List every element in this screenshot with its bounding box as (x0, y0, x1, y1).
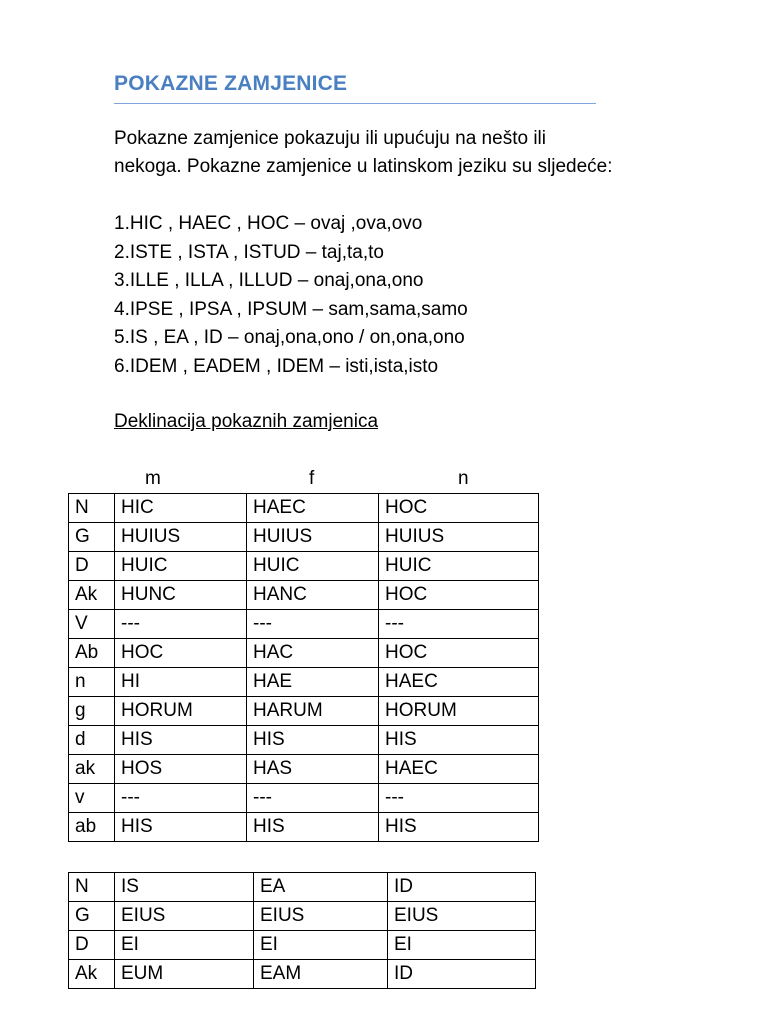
case-label-cell: Ab (69, 639, 115, 668)
case-label-cell: G (69, 902, 115, 931)
case-label-cell: Ak (69, 960, 115, 989)
table-row (69, 639, 539, 668)
form-cell: ID (388, 873, 536, 902)
gender-header-f: f (309, 468, 315, 489)
form-cell: HAEC (379, 755, 539, 784)
form-cell: HUIUS (115, 523, 247, 552)
form-cell: HIS (115, 813, 247, 842)
form-cell: HAEC (379, 668, 539, 697)
table-row (69, 813, 539, 842)
table-row (69, 873, 536, 902)
case-label-cell: N (69, 873, 115, 902)
form-cell: EUM (115, 960, 254, 989)
case-label-cell: G (69, 523, 115, 552)
form-cell: HUIC (247, 552, 379, 581)
declension-table-is (68, 872, 536, 989)
form-cell: ID (388, 960, 536, 989)
list-item: 3.ILLE , ILLA , ILLUD – onaj,ona,ono (114, 270, 424, 292)
list-item: 4.IPSE , IPSA , IPSUM – sam,sama,samo (114, 298, 468, 320)
case-label-cell: N (69, 494, 115, 523)
form-cell: HANC (247, 581, 379, 610)
list-item: 5.IS , EA , ID – onaj,ona,ono / on,ona,ono (114, 327, 465, 349)
table-row (69, 931, 536, 960)
case-label-cell: ak (69, 755, 115, 784)
form-cell: HIS (379, 726, 539, 755)
gender-header-m: m (145, 468, 161, 489)
form-cell: HIS (247, 726, 379, 755)
form-cell: HAS (247, 755, 379, 784)
gender-header-n: n (458, 468, 469, 489)
form-cell: HUIUS (379, 523, 539, 552)
table-row (69, 697, 539, 726)
form-cell: HAC (247, 639, 379, 668)
form-cell: HOC (379, 639, 539, 668)
form-cell: EIUS (115, 902, 254, 931)
form-cell: --- (115, 610, 247, 639)
declension-table-hic (68, 493, 539, 842)
form-cell: EI (388, 931, 536, 960)
intro-line: nekoga. Pokazne zamjenice u latinskom jeziku su sljedeće: (114, 156, 613, 177)
form-cell: HUIUS (247, 523, 379, 552)
case-label-cell: d (69, 726, 115, 755)
table-row (69, 610, 539, 639)
case-label-cell: D (69, 552, 115, 581)
form-cell: HORUM (379, 697, 539, 726)
list-item: 6.IDEM , EADEM , IDEM – isti,ista,isto (114, 355, 439, 377)
form-cell: --- (247, 610, 379, 639)
table-row (69, 668, 539, 697)
form-cell: HIC (115, 494, 247, 523)
form-cell: --- (115, 784, 247, 813)
table-row (69, 902, 536, 931)
form-cell: --- (379, 610, 539, 639)
form-cell: HIS (115, 726, 247, 755)
case-label-cell: n (69, 668, 115, 697)
page-title: POKAZNE ZAMJENICE (114, 72, 348, 95)
form-cell: HUIC (379, 552, 539, 581)
form-cell: HOC (379, 494, 539, 523)
table-row (69, 755, 539, 784)
case-label-cell: ab (69, 813, 115, 842)
table-row (69, 523, 539, 552)
form-cell: HORUM (115, 697, 247, 726)
form-cell: HIS (379, 813, 539, 842)
case-label-cell: D (69, 931, 115, 960)
title-underline-rule (114, 103, 596, 104)
intro-paragraph (114, 125, 694, 181)
case-label-cell: g (69, 697, 115, 726)
form-cell: HOS (115, 755, 247, 784)
form-cell: EIUS (388, 902, 536, 931)
table-row (69, 581, 539, 610)
form-cell: HUIC (115, 552, 247, 581)
form-cell: HI (115, 668, 247, 697)
form-cell: HARUM (247, 697, 379, 726)
form-cell: HOC (115, 639, 247, 668)
table-row (69, 960, 536, 989)
form-cell: EA (254, 873, 388, 902)
form-cell: HAE (247, 668, 379, 697)
form-cell: HIS (247, 813, 379, 842)
form-cell: EIUS (254, 902, 388, 931)
form-cell: HUNC (115, 581, 247, 610)
table-row (69, 494, 539, 523)
form-cell: HAEC (247, 494, 379, 523)
table-row (69, 784, 539, 813)
form-cell: EI (115, 931, 254, 960)
intro-line: Pokazne zamjenice pokazuju ili upućuju na nešto ili (114, 128, 546, 149)
form-cell: IS (115, 873, 254, 902)
case-label-cell: v (69, 784, 115, 813)
form-cell: --- (379, 784, 539, 813)
list-item: 2.ISTE , ISTA , ISTUD – taj,ta,to (114, 241, 384, 263)
form-cell: EI (254, 931, 388, 960)
case-label-cell: V (69, 610, 115, 639)
list-item: 1.HIC , HAEC , HOC – ovaj ,ova,ovo (114, 213, 423, 234)
pronoun-list (114, 210, 468, 382)
form-cell: EAM (254, 960, 388, 989)
form-cell: --- (247, 784, 379, 813)
table-row (69, 726, 539, 755)
case-label-cell: Ak (69, 581, 115, 610)
section-subtitle: Deklinacija pokaznih zamjenica (114, 411, 379, 432)
form-cell: HOC (379, 581, 539, 610)
table-row (69, 552, 539, 581)
